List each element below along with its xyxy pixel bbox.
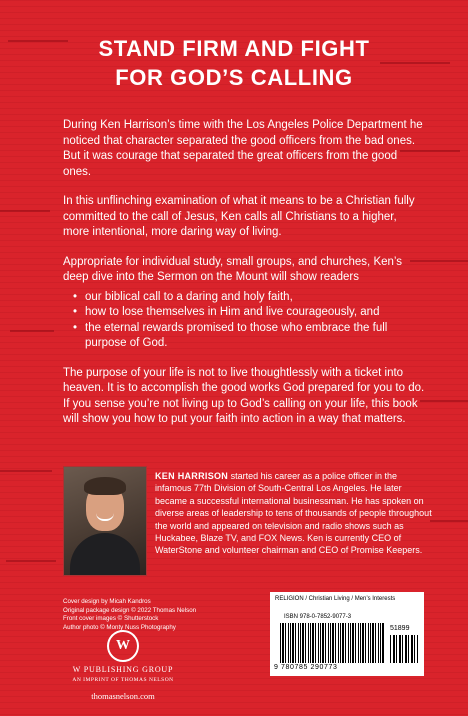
publisher-block [63, 630, 183, 701]
author-bio-text: started his career as a police officer in the infamous 77th Division of South-Central Los Angeles. He later became a successful international businessman. He has spoken on diverse areas of leadership to tens of thousands of people throughout the world and appeared on television and radio shows such as Huckabee, Blaze TV, and FOX News. Ken is currently CEO of WaterStone and volunteer chairman and CEO of Promise Keepers. [155, 471, 432, 556]
author-name: KEN HARRISON [155, 471, 229, 481]
barcode-digits: 9 780785 290773 [274, 664, 338, 671]
author-photo [63, 466, 147, 576]
paragraph-1: During Ken Harrison’s time with the Los Angeles Police Department he noticed that character separated the good officers from the bad ones. But it was courage that separated the great officers from the good ones. [63, 119, 423, 178]
headline [0, 34, 468, 92]
description [63, 118, 425, 442]
barcode-icon [280, 623, 384, 663]
credit-line: Cover design by Micah Kandros [63, 598, 151, 605]
publisher-imprint: AN IMPRINT OF THOMAS NELSON [72, 677, 174, 683]
publisher-url: thomasnelson.com [91, 691, 155, 701]
price-barcode-icon [390, 635, 418, 663]
headline-line-2: FOR GOD’S CALLING [115, 65, 353, 90]
closing-paragraph: The purpose of your life is not to live thoughtlessly with a ticket into heaven. It is to accomplish the good works God prepared for you to do. If you sense you’re not living up to God’s calling on your life, this book will show you how to put your faith into action in a way that matters. [63, 366, 425, 425]
bullet-item: • how to lose themselves in Him and live courageously, and [85, 305, 425, 321]
headline-line-1: STAND FIRM AND FIGHT [98, 36, 370, 61]
barcode-label [270, 592, 424, 676]
bullet-item: • our biblical call to a daring and holy faith, [85, 290, 425, 306]
paragraph-2: In this unflinching examination of what it means to be a Christian fully committed to the call of Jesus, Ken calls all Christians to a higher, more intentional, more daring way of living. [63, 195, 415, 238]
publisher-name: W PUBLISHING GROUP [72, 665, 174, 674]
credit-line: Original package design © 2022 Thomas Nelson [63, 606, 197, 614]
paragraph-3: Appropriate for individual study, small groups, and churches, Ken’s deep dive into the Sermon on the Mount will show readers [63, 255, 403, 283]
credit-line: Author photo © Monty Nuss Photography [63, 623, 176, 631]
credits [63, 598, 243, 632]
bisac-category: RELIGION / Christian Living / Men’s Interests [275, 596, 396, 602]
credit-line: Front cover images © Shutterstock [63, 615, 159, 623]
price-code: 51899 [390, 625, 410, 632]
bullet-list [63, 290, 425, 352]
bullet-item: • the eternal rewards promised to those who embrace the full purpose of God. [85, 321, 425, 352]
author-section [63, 466, 432, 576]
isbn-text: ISBN 978-0-7852-9077-3 [284, 614, 352, 620]
author-bio [155, 470, 435, 557]
publisher-logo-icon: W [107, 630, 139, 662]
